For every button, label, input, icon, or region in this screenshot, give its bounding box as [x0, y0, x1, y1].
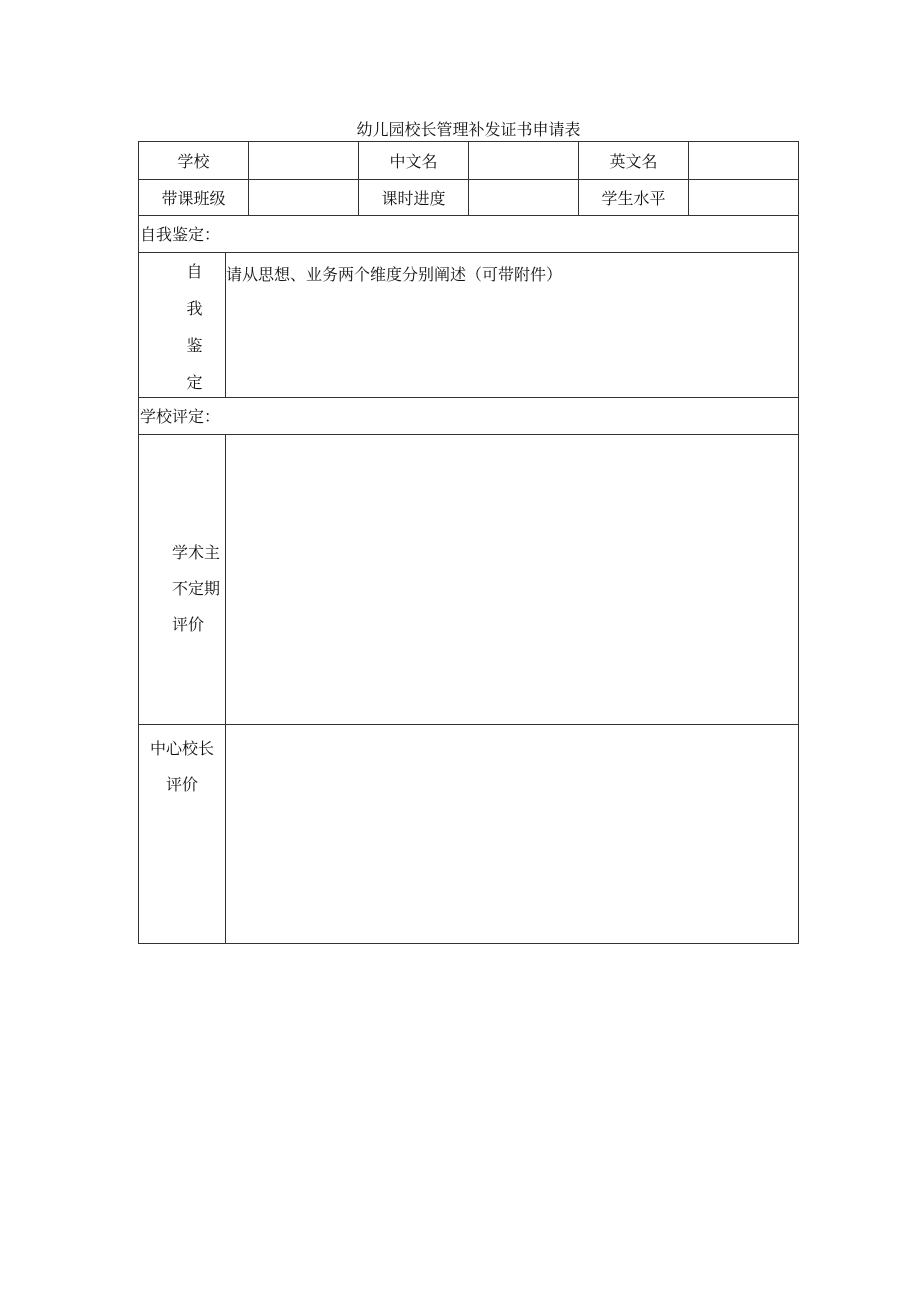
school-field[interactable]	[249, 142, 358, 179]
self-eval-side-label	[139, 253, 225, 397]
academic-eval-field[interactable]	[226, 435, 798, 724]
principal-eval-label-line: 中心校长	[149, 739, 214, 758]
academic-eval-label-line: 学术主	[172, 543, 221, 562]
academic-eval-label-line: 评价	[172, 615, 205, 634]
student-level-label: 学生水平	[601, 189, 666, 208]
english-name-label: 英文名	[609, 152, 658, 171]
progress-label: 课时进度	[381, 189, 446, 208]
school-label: 学校	[177, 152, 210, 171]
english-name-field[interactable]	[689, 142, 798, 179]
school-eval-section-label: 学校评定：	[140, 407, 221, 426]
progress-field[interactable]	[469, 180, 578, 215]
self-eval-char: 我	[186, 299, 203, 318]
class-label: 带课班级	[161, 189, 226, 208]
principal-eval-label	[139, 731, 225, 803]
self-eval-field[interactable]	[226, 253, 798, 397]
self-eval-char: 自	[186, 262, 203, 281]
chinese-name-field[interactable]	[469, 142, 578, 179]
academic-eval-label	[139, 535, 225, 643]
self-eval-section-label: 自我鉴定：	[140, 225, 221, 244]
student-level-field[interactable]	[689, 180, 798, 215]
academic-eval-label-line: 不定期	[172, 579, 221, 598]
form-title: 幼儿园校长管理补发证书申请表	[356, 120, 581, 139]
application-form-table	[138, 141, 799, 944]
principal-eval-field[interactable]	[226, 725, 798, 943]
self-eval-char: 鉴	[186, 336, 203, 355]
chinese-name-label: 中文名	[389, 152, 438, 171]
principal-eval-label-line: 评价	[165, 775, 198, 794]
row-divider	[139, 215, 798, 216]
self-eval-instruction: 请从思想、业务两个维度分别阐述（可带附件）	[226, 265, 563, 284]
class-field[interactable]	[249, 180, 358, 215]
self-eval-char: 定	[186, 373, 203, 392]
row-divider	[139, 397, 798, 398]
